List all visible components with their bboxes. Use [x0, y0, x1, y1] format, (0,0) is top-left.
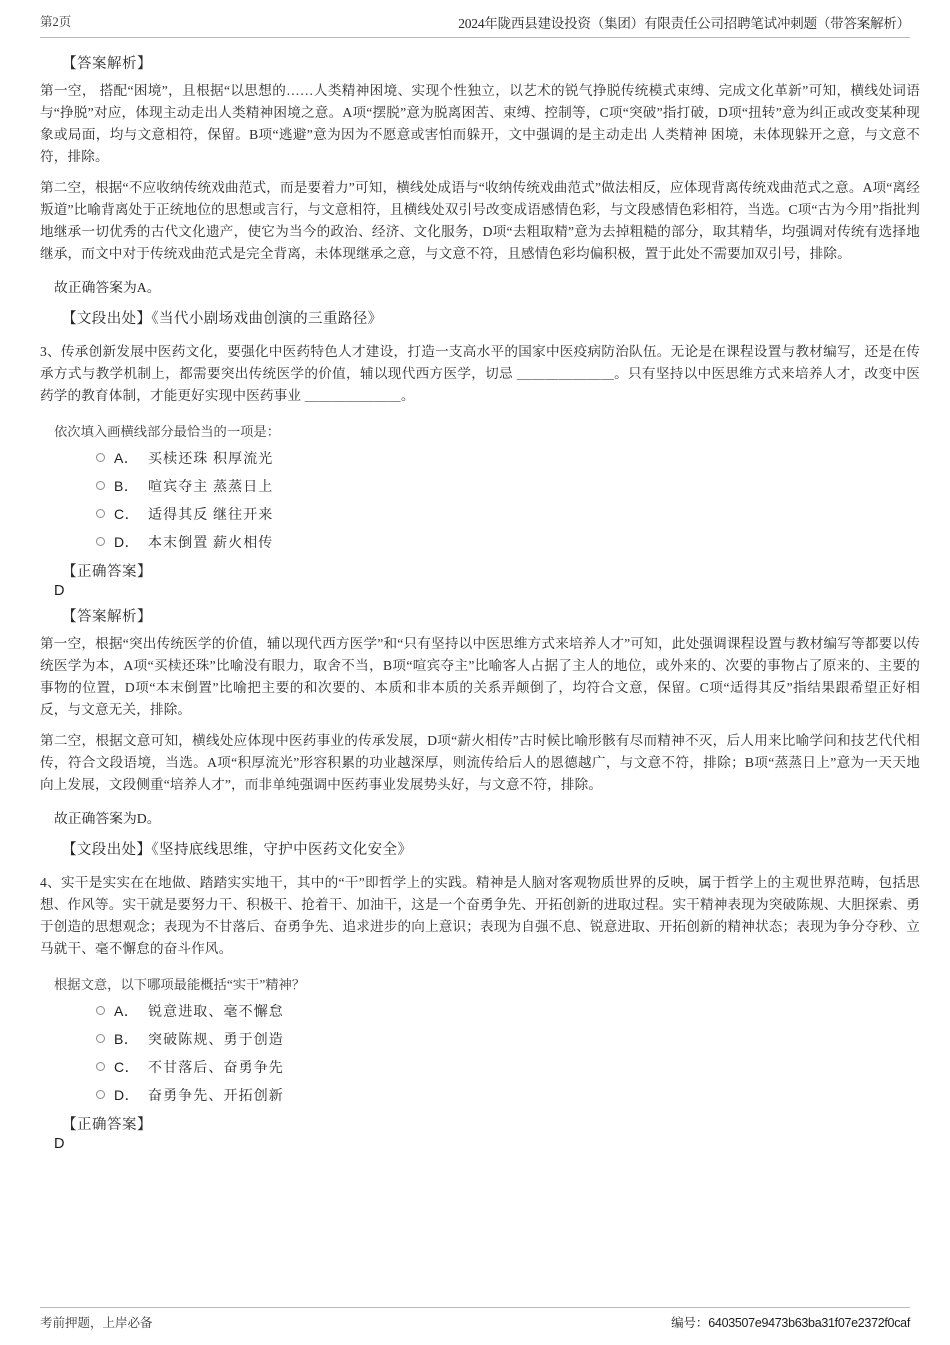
radio-icon[interactable] [96, 509, 105, 518]
radio-icon[interactable] [96, 1034, 105, 1043]
radio-icon[interactable] [96, 1006, 105, 1015]
document-title: 2024年陇西县建设投资（集团）有限责任公司招聘笔试冲刺题（带答案解析） [458, 16, 910, 31]
radio-icon[interactable] [96, 481, 105, 490]
document-content [40, 44, 920, 1158]
q2-source: 【文段出处】《当代小剧场戏曲创演的三重路径》 [62, 311, 383, 328]
page-header [40, 12, 910, 38]
q3-source: 【文段出处】《坚持底线思维，守护中医药文化安全》 [62, 842, 413, 859]
option-letter: C． [114, 1058, 140, 1075]
footer-code-value: 6403507e9473b63ba31f07e2372f0caf [708, 1316, 910, 1330]
radio-icon[interactable] [96, 1062, 105, 1071]
q3-prompt: 依次填入画横线部分最恰当的一项是： [54, 424, 281, 440]
radio-icon[interactable] [96, 537, 105, 546]
option-letter: A． [114, 1002, 139, 1019]
page-footer [40, 1307, 910, 1331]
footer-code-label: 编号： [671, 1316, 709, 1330]
q4-stem: 4、实干是实实在在地做、踏踏实实地干，其中的“干”即哲学上的实践。精神是人脑对客观物质世界的反映，属于哲学上的主观世界范畴，包括思想、作风等。实干就是要努力干、积极干、抢着干、加油干，这是一个奋勇争先、开拓创新的进取过程。实干精神表现为突破陈规、大胆探索、勇于创造的思想观念；表现为不甘落后、奋勇争先、追求进步的向上意识；表现为自强不息、锐意进取、开拓创新的精神状态；表现为争分夺秒、立马就干、毫不懈怠的奋斗作风。 [40, 875, 920, 957]
option-letter: D． [114, 533, 140, 550]
q4-prompt: 根据文意，以下哪项最能概括“实干”精神？ [54, 977, 306, 993]
page-number-label: 第2页 [40, 15, 72, 29]
footer-code [671, 1313, 910, 1331]
q4-option-b[interactable] [96, 1029, 920, 1048]
option-text: 锐意进取、毫不懈怠 [148, 1004, 284, 1020]
option-letter: C． [114, 505, 140, 522]
q4-answer-label: 【正确答案】 [62, 1117, 152, 1134]
footer-slogan: 考前押题，上岸必备 [40, 1316, 153, 1330]
q4-option-a[interactable] [96, 1001, 920, 1020]
radio-icon[interactable] [96, 453, 105, 462]
q4-option-d[interactable] [96, 1085, 920, 1104]
option-text: 突破陈规、勇于创造 [148, 1032, 284, 1048]
q3-option-b[interactable] [96, 476, 920, 495]
radio-icon[interactable] [96, 1090, 105, 1099]
q3-option-d[interactable] [96, 532, 920, 551]
option-letter: B． [114, 1030, 139, 1047]
q3-answer-label: 【正确答案】 [62, 564, 152, 581]
option-letter: A． [114, 449, 139, 466]
q3-option-a[interactable] [96, 448, 920, 467]
option-text: 喧宾夺主 蒸蒸日上 [148, 479, 274, 495]
q3-analysis-label: 【答案解析】 [62, 609, 152, 626]
q2-conclusion: 故正确答案为A。 [54, 280, 161, 296]
option-text: 适得其反 继往开来 [148, 507, 274, 523]
option-text: 买椟还珠 积厚流光 [148, 451, 274, 467]
q3-conclusion: 故正确答案为D。 [54, 811, 161, 827]
q2-analysis-paragraph-1: 第一空， 搭配“困境”，且根据“以思想的……人类精神困境、实现个性独立，以艺术的锐气挣脱传统模式束缚、完成文化革新”可知，横线处词语与“挣脱”对应，体现主动走出人类精神困境之意。A项“摆脱”意为脱离困苦、束缚、控制等，C项“突破”指打破，D项“扭转”意为纠正或改变某种现象或局面，均与文意相符，保留。B项“逃避”意为因为不愿意或害怕而躲开，文中强调的是主动走出 人类精神 困境，未体现躲开之意，与文意不符，排除。 [40, 83, 920, 165]
q3-option-c[interactable] [96, 504, 920, 523]
q4-answer-value: D [54, 1136, 65, 1153]
option-text: 本末倒置 薪火相传 [148, 535, 274, 551]
q4-option-list [96, 1001, 920, 1104]
q3-analysis-paragraph-1: 第一空，根据“突出传统医学的价值，辅以现代西方医学”和“只有坚持以中医思维方式来培养人才”可知，此处强调课程设置与教材编写等都要以传统医学为本，A项“买椟还珠”比喻没有眼力，取舍不当，B项“喧宾夺主”比喻客人占据了主人的地位，或外来的、次要的事物占了原来的、主要的事物的位置，D项“本末倒置”比喻把主要的和次要的、本质和非本质的关系弄颠倒了，均符合文意，保留。C项“适得其反”指结果跟希望正好相反，与文意无关，排除。 [40, 636, 920, 718]
q3-stem: 3、传承创新发展中医药文化，要强化中医药特色人才建设，打造一支高水平的国家中医疫病防治队伍。无论是在课程设置与教材编写，还是在传承方式与教学机制上，都需要突出传统医学的价值，辅以现代西方医学，切忌 ＿＿＿＿＿＿＿。只有坚持以中医思维方式来培养人才，改变中医药学的教育体制，才能更好实现中医药事业 ＿＿＿＿＿＿＿。 [40, 344, 920, 404]
q3-option-list [96, 448, 920, 551]
q2-analysis-label: 【答案解析】 [62, 56, 152, 72]
q2-analysis-paragraph-2: 第二空，根据“不应收纳传统戏曲范式，而是要着力”可知，横线处成语与“收纳传统戏曲范式”做法相反，应体现背离传统戏曲范式之意。A项“离经叛道”比喻背离处于正统地位的思想或言行，与文意相符，且横线处双引号改变成语感情色彩，与文段感情色彩相符，当选。C项“古为今用”指批判地继承一切优秀的古代文化遗产，使它为当今的政治、经济、文化服务，D项“去粗取精”意为去掉粗糙的部分，取其精华，均强调对传统有选择地继承，而文中对于传统戏曲范式是完全背离，未体现继承之意，与文意不符，且感情色彩均偏积极，置于此处不需要加双引号，排除。 [40, 180, 920, 262]
option-text: 不甘落后、奋勇争先 [148, 1060, 284, 1076]
option-letter: B． [114, 477, 139, 494]
q3-analysis-paragraph-2: 第二空，根据文意可知，横线处应体现中医药事业的传承发展，D项“薪火相传”古时候比喻形骸有尽而精神不灭，后人用来比喻学问和技艺代代相传，符合文段语境，当选。A项“积厚流光”形容积累的功业越深厚，则流传给后人的恩德越广，与文意不符，排除；B项“蒸蒸日上”意为一天天地向上发展，文段侧重“培养人才”，而非单纯强调中医药事业发展势头好，与文意不符，排除。 [40, 733, 920, 793]
option-letter: D． [114, 1086, 140, 1103]
q4-option-c[interactable] [96, 1057, 920, 1076]
q3-answer-value: D [54, 583, 65, 600]
option-text: 奋勇争先、开拓创新 [148, 1088, 284, 1104]
